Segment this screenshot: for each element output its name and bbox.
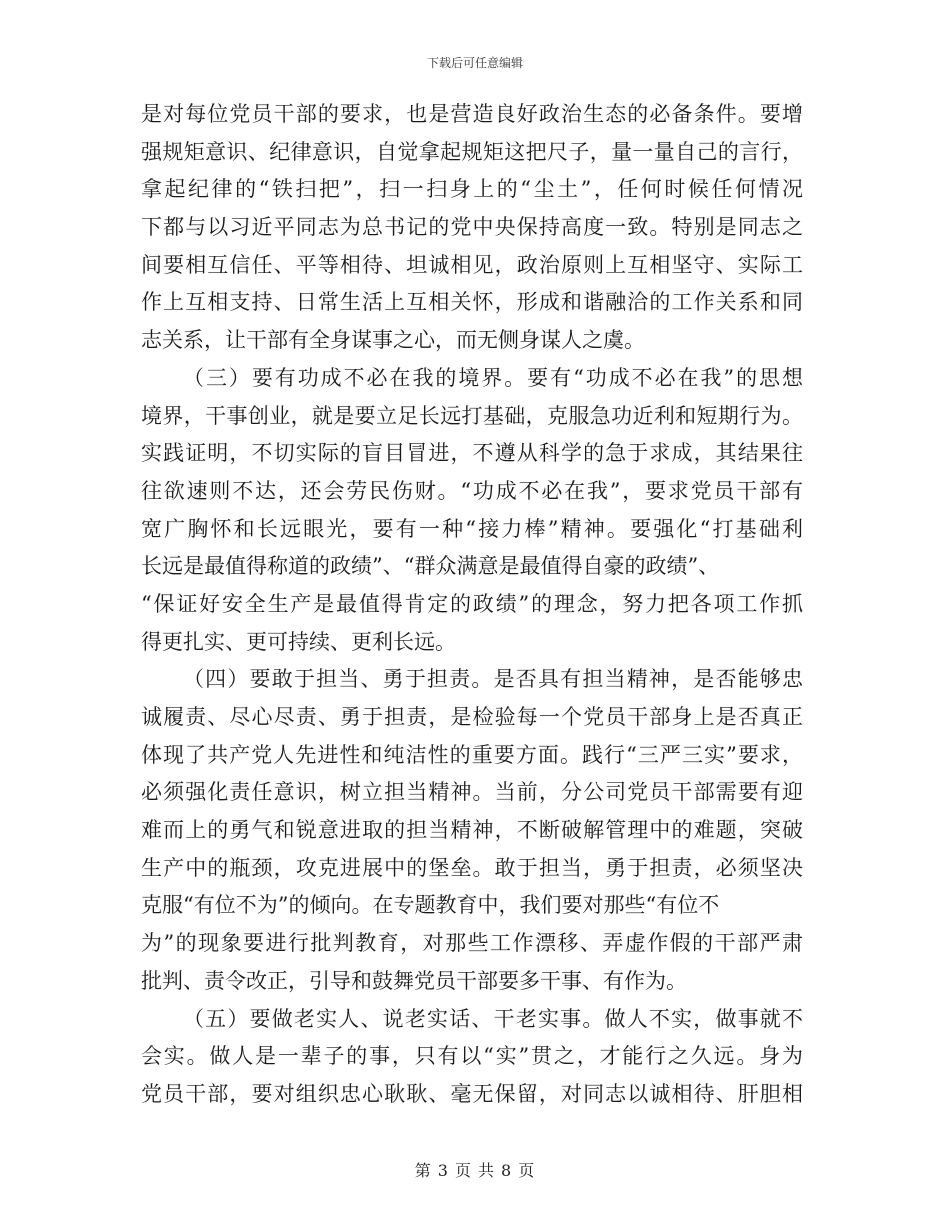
text-line: 体现了共产党人先进性和纯洁性的重要方面。践行“三严三实”要求， — [141, 742, 803, 767]
text-line: “保证好安全生产是最值得肯定的政绩”的理念，努力把各项工作抓 — [141, 591, 803, 616]
paragraph — [141, 360, 803, 662]
text-line: （五）要做老实人、说老实话、干老实事。做人不实，做事就不 — [183, 1006, 803, 1031]
text-line: 生产中的瓶颈，攻克进展中的堡垒。敢于担当，勇于担责，必须坚决 — [141, 855, 803, 880]
page-header: 下载后可任意编辑 — [426, 56, 523, 70]
text-line: 批判、责令改正，引导和鼓舞党员干部要多干事、有作为。 — [141, 968, 687, 993]
total-pages-number: 8 — [501, 1161, 513, 1180]
text-line: 难而上的勇气和锐意进取的担当精神，不断破解管理中的难题，突破 — [141, 818, 803, 843]
text-line: 实践证明，不切实际的盲目冒进，不遵从科学的急于求成，其结果往 — [141, 441, 803, 466]
page-number-prefix: 第 — [414, 1161, 432, 1180]
text-line: 长远是最值得称道的政绩”、“群众满意是最值得自豪的政绩”、 — [141, 554, 720, 579]
text-line: 诚履责、尽心尽责、勇于担责，是检验每一个党员干部身上是否真正 — [141, 705, 803, 729]
paragraph — [141, 661, 803, 1000]
text-line: 强规矩意识、纪律意识，自觉拿起规矩这把尺子，量一量自己的言行， — [141, 139, 803, 164]
text-line: 得更扎实、更可持续、更利长远。 — [141, 629, 456, 654]
text-line: （四）要敢于担当、勇于担责。是否具有担当精神，是否能够忠 — [183, 667, 803, 692]
text-line: 境界，干事创业，就是要立足长远打基础，克服急功近利和短期行为。 — [141, 403, 803, 428]
text-line: 必须强化责任意识，树立担当精神。当前，分公司党员干部需要有迎 — [141, 780, 803, 805]
page-number-suffix: 页 — [518, 1161, 536, 1180]
text-line: （三）要有功成不必在我的境界。要有“功成不必在我”的思想 — [183, 365, 803, 390]
text-line: 往欲速则不达，还会劳民伤财。“功成不必在我”，要求党员干部有 — [141, 478, 803, 503]
page-number-middle: 页 共 — [454, 1161, 496, 1180]
text-line: 作上互相支持、日常生活上互相关怀，形成和谐融洽的工作关系和同 — [141, 290, 803, 315]
text-line: 间要相互信任、平等相待、坦诚相见，政治原则上互相坚守、实际工 — [141, 252, 803, 277]
page-footer — [0, 1158, 950, 1181]
text-line: 是对每位党员干部的要求，也是营造良好政治生态的必备条件。要增 — [141, 102, 803, 126]
text-line: 宽广胸怀和长远眼光，要有一种“接力棒”精神。要强化“打基础利 — [141, 516, 803, 541]
paragraph — [141, 1001, 803, 1114]
text-line: 党员干部，要对组织忠心耿耿、毫无保留，对同志以诚相待、肝胆相 — [141, 1081, 803, 1106]
text-line: 为”的现象要进行批判教育，对那些工作漂移、弄虚作假的干部严肃 — [141, 931, 803, 956]
text-line: 下都与以习近平同志为总书记的党中央保持高度一致。特别是同志之 — [141, 215, 803, 240]
text-line: 克服“有位不为”的倾向。在专题教育中，我们要对那些“有位不 — [141, 893, 720, 918]
document-body — [141, 96, 803, 1114]
text-line: 拿起纪律的“铁扫把”，扫一扫身上的“尘土”，任何时候任何情况 — [141, 177, 803, 202]
text-line: 志关系，让干部有全身谋事之心，而无侧身谋人之虞。 — [141, 328, 645, 353]
text-line: 会实。做人是一辈子的事，只有以“实”贯之，才能行之久远。身为 — [141, 1044, 803, 1069]
current-page-number: 3 — [437, 1161, 449, 1180]
paragraph — [141, 96, 803, 360]
